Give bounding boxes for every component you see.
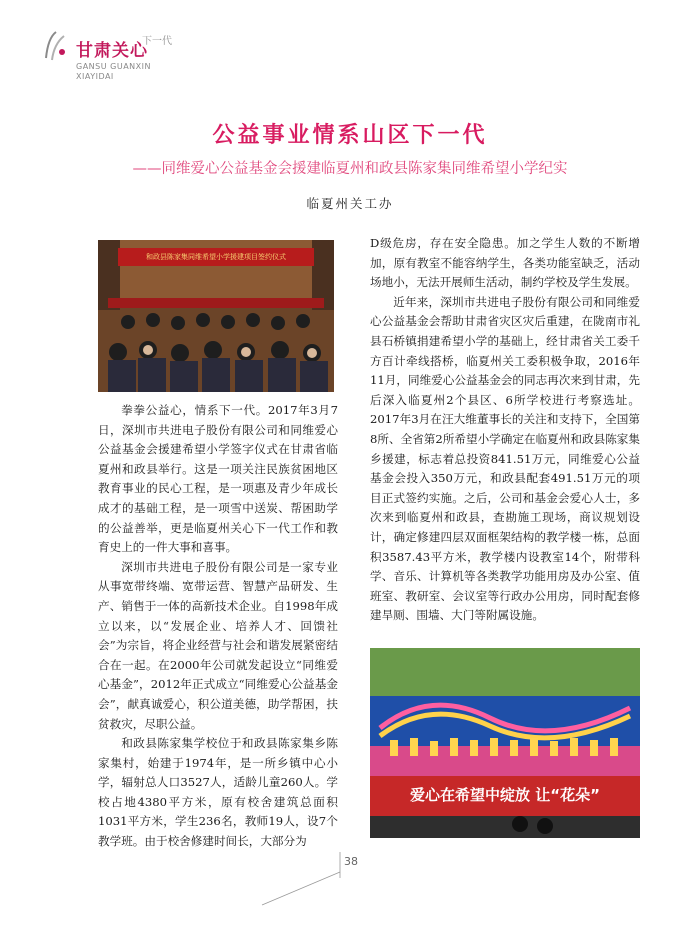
article-author: 临夏州关工办 (306, 196, 394, 211)
logo-mark-icon (42, 28, 72, 64)
logo-english-line1: GANSU GUANXIN (76, 62, 151, 71)
paragraph: 拳拳公益心，情系下一代。2017年3月7日，深圳市共进电子股份有限公司和同维爱心公益基金会援建希望小学签字仪式在甘肃省临夏州和政县举行。这是一项关注民族贫困地区教育事业的民心工程，是一项惠及青少年成长成才的基础工程，是一项雪中送炭、帮困助学的公益善举，更是临夏州关心下一代工作和教育史上的一件大事和喜事。 (98, 403, 338, 555)
logo-chinese-title: 甘肃关心 (76, 41, 148, 61)
performance-banner: 爱心在希望中绽放 让“花朵” (410, 786, 600, 804)
right-column-text (370, 234, 640, 626)
paragraph: 深圳市共进电子股份有限公司是一家专业从事宽带终端、宽带运营、智慧产品研发、生产、销售于一体的高新技术企业。自1998年成立以来，以“发展企业、培养人才、回馈社会”为宗旨，将企业经营与社会和谐发展紧密结合在一起。在2000年公司就发起设立“同维爱心基金”，2012年正式成立“同维爱心公益基金会”，献真诚爱心，积公道美德，助学帮困，扶贫救灾，尽职公益。 (98, 559, 338, 731)
children-performance-photo (370, 648, 640, 838)
article-subtitle: ——同维爱心公益基金会援建临夏州和政县陈家集同维希望小学纪实 (132, 161, 568, 177)
left-column-text (98, 401, 338, 852)
logo-chinese-subtitle: 下一代 (142, 36, 172, 47)
article-title: 公益事业情系山区下一代 (212, 123, 488, 148)
paragraph: 和政县陈家集学校位于和政县陈家集乡陈家集村，始建于1974年，是一所乡镇中心小学，辐射总人口3527人，适龄儿童260人。学校占地4380平方米，原有校舍建筑总面积1031平方米，学生236名，教师19人，设7个教学班。由于校舍修建时间长，大部分为 (98, 736, 338, 849)
signing-ceremony-photo (98, 240, 334, 392)
signing-ceremony-banner: 和政县陈家集同维希望小学援建项目签约仪式 (146, 253, 286, 261)
logo-english-line2: XIAYIDAI (76, 72, 114, 81)
paragraph: 近年来，深圳市共进电子股份有限公司和同维爱心公益基金会帮助甘肃省灾区灾后重建，在陇南市礼县石桥镇捐建希望小学的基础上，经甘肃省关工委千方百计牵线搭桥，临夏州关工委积极争取，2016年11月，同维爱心公益基金会的同志再次来到甘肃，先后深入临夏州2个县区、6所学校进行考察选址。2017年3月在汪大维董事长的关注和支持下，全国第8所、全省第2所希望小学确定在临夏州和政县陈家集乡援建，标志着总投资841.51万元，同维爱心公益基金会投入350万元，和政县配套491.51万元的项目正式签约实施。之后，公司和基金会爱心人士，多次来到临夏州和政县，查勘施工现场，商议规划设计，确定修建四层双面框架结构的教学楼一栋，总面积3587.43平方米，教学楼内设教室14个，附带科学、音乐、计算机等各类教学功能用房及办公室、值班室、教研室、会议室等行政办公用房，同时配套修建旱厕、围墙、大门等附属设施。 (370, 294, 640, 623)
magazine-logo (42, 24, 172, 94)
paragraph: D级危房，存在安全隐患。加之学生人数的不断增加，原有教室不能容纳学生，各类功能室缺乏，活动场地小，无法开展师生活动，制约学校及学生发展。 (370, 236, 640, 290)
page-number: 38 (344, 855, 358, 868)
